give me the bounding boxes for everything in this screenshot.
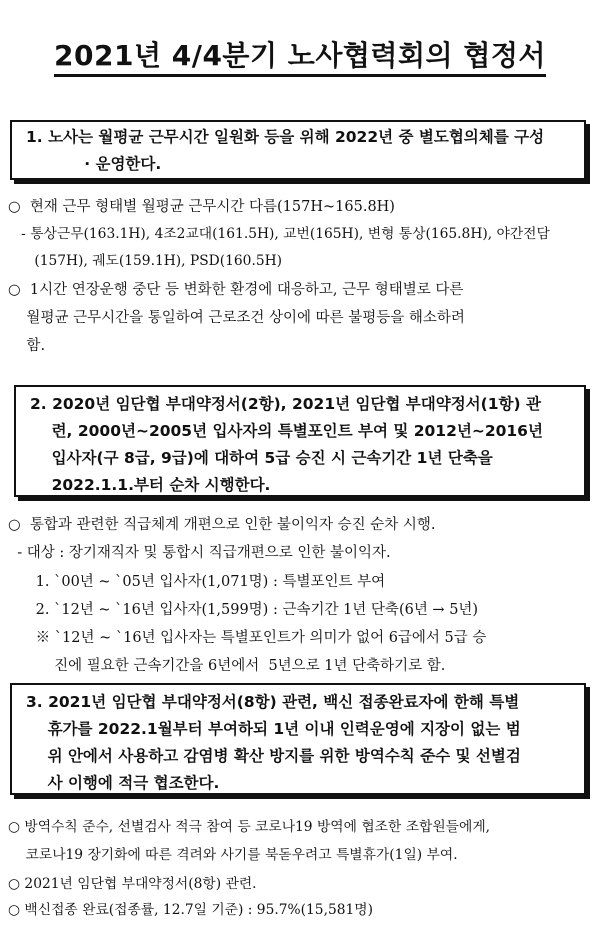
section2-body-line: ○ 통합과 관련한 직급체계 개편으로 인한 불이익자 승진 순차 시행.	[8, 517, 436, 533]
section2-box-line: 2. 2020년 임단협 부대약정서(2항), 2021년 임단협 부대약정서(1항) 관	[30, 395, 541, 413]
section1-body-line: ○ 1시간 연장운행 중단 등 변화한 환경에 대응하고, 근무 형태별로 다른	[8, 282, 464, 298]
section1-body-line: (157H), 궤도(159.1H), PSD(160.5H)	[8, 253, 283, 269]
section3-body-line: ○ 방역수칙 준수, 선별검사 적극 참여 등 코로나19 방역에 협조한 조합원들에게,	[8, 819, 491, 835]
section1-box-line: 1. 노사는 월평균 근무시간 일원화 등을 위해 2022년 중 별도협의체를 구성	[26, 128, 545, 146]
section3-body-line: 코로나19 장기화에 따른 격려와 사기를 북돋우려고 특별휴가(1일) 부여.	[8, 847, 458, 863]
section1-body-line: - 통상근무(163.1H), 4조2교대(161.5H), 교번(165H), 변형 통상(165.8H), 야간전담	[8, 226, 550, 242]
section2-body-line: ※ `12년 ~ `16년 입사자는 특별포인트가 의미가 없어 6급에서 5급 승	[8, 630, 487, 646]
section1-box	[10, 120, 586, 180]
section2-body-line: 1. `00년 ~ `05년 입사자(1,071명) : 특별포인트 부여	[8, 574, 386, 590]
section2-box-line: 련, 2000년~2005년 입사자의 특별포인트 부여 및 2012년~2016년	[30, 422, 543, 440]
document-title-text: 2021년 4/4분기 노사협력회의 협정서	[54, 39, 546, 77]
section3-box-line: 휴가를 2022.1월부터 부여하되 1년 이내 인력운영에 지장이 없는 범	[26, 720, 521, 738]
section1-body-line: 월평균 근무시간을 통일하여 근로조건 상이에 따른 불평등을 해소하려	[8, 310, 465, 326]
section1-body-line: ○ 현재 근무 형태별 월평균 근무시간 다름(157H~165.8H)	[8, 199, 395, 215]
section2-body-line: 2. `12년 ~ `16년 입사자(1,599명) : 근속기간 1년 단축(6년 → 5년)	[8, 602, 479, 618]
section3-box-line: 3. 2021년 임단협 부대약정서(8항) 관련, 백신 접종완료자에 한해 특별	[26, 693, 520, 711]
section1-box-line: · 운영한다.	[68, 155, 162, 173]
section2-box	[14, 385, 586, 497]
section3-body-line: ○ 백신접종 완료(접종률, 12.7일 기준) : 95.7%(15,581명)	[8, 902, 374, 918]
section2-body-line: - 대상 : 장기재직자 및 통합시 직급개편으로 인한 불이익자.	[8, 545, 391, 561]
section3-box-line: 위 안에서 사용하고 감염병 확산 방지를 위한 방역수칙 준수 및 선별검	[26, 747, 521, 765]
section1-body-line: 함.	[8, 338, 46, 354]
section2-box-line: 2022.1.1.부터 순차 시행한다.	[30, 476, 271, 494]
section2-body-line: 진에 필요한 근속기간을 6년에서 5년으로 1년 단축하기로 함.	[8, 658, 446, 674]
section3-box-line: 사 이행에 적극 협조한다.	[26, 774, 220, 792]
document-title	[0, 34, 600, 74]
section2-box-line: 입사자(구 8급, 9급)에 대하여 5급 승진 시 근속기간 1년 단축을	[30, 449, 493, 467]
section3-body-line: ○ 2021년 임단협 부대약정서(8항) 관련.	[8, 876, 257, 892]
section3-box	[10, 683, 586, 795]
